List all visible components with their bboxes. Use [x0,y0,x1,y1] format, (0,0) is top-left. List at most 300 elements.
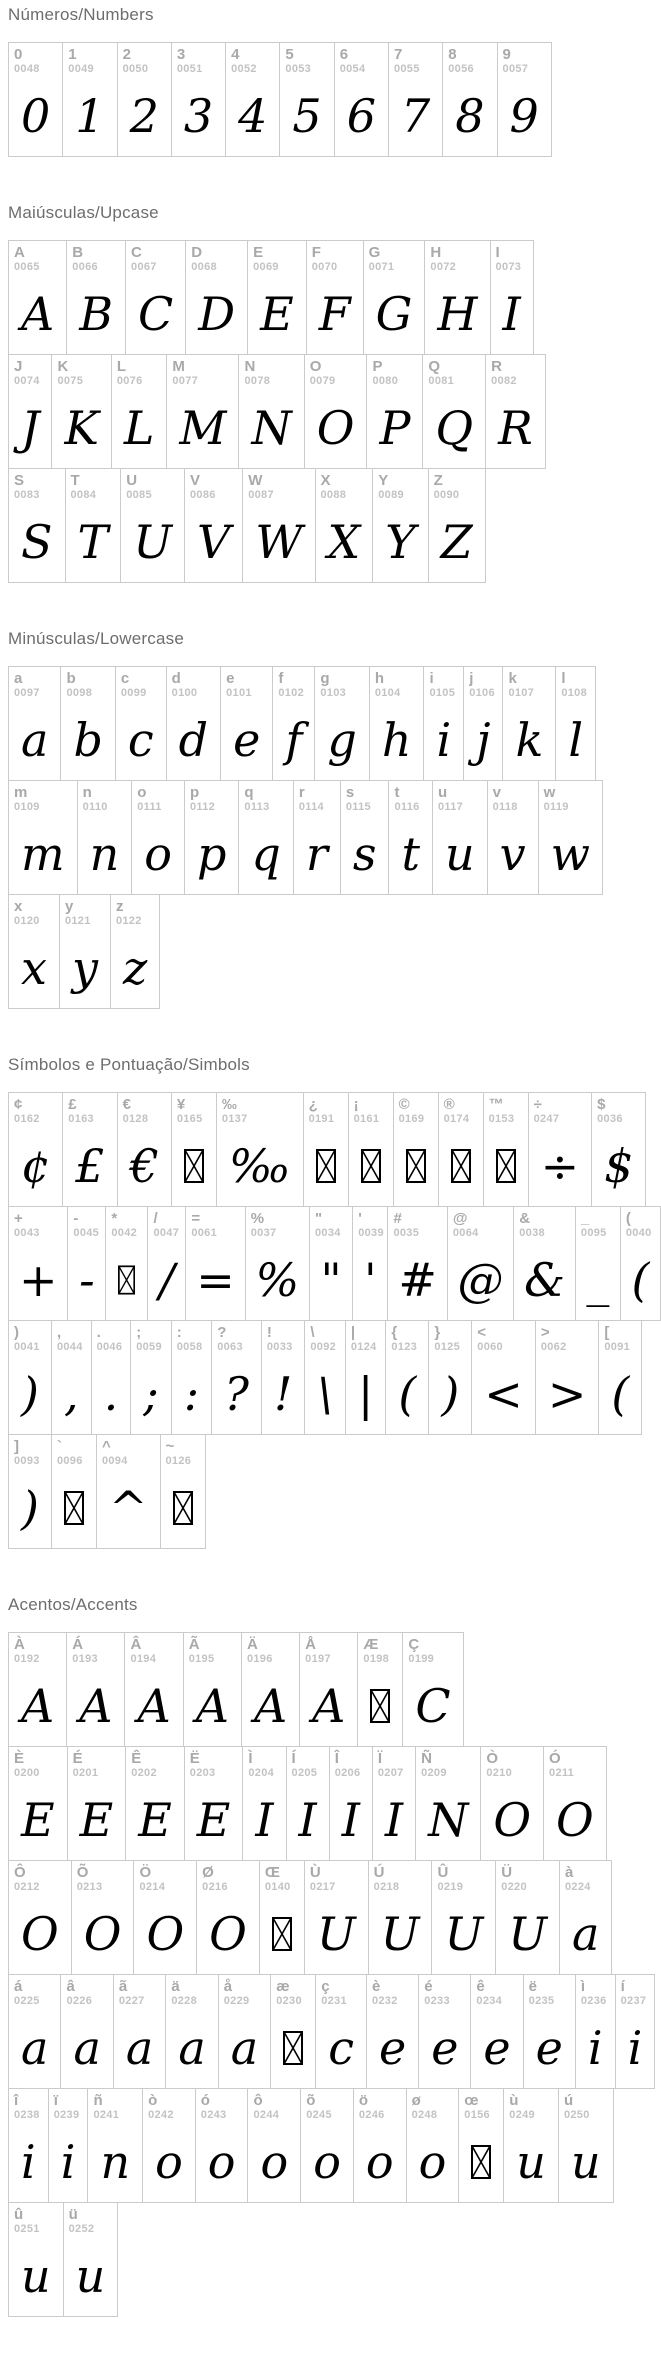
char-label: ` [56,1438,62,1455]
char-label: v [492,784,501,801]
char-cell [185,1206,245,1321]
char-cell [306,240,364,355]
char-cell-head [9,1093,62,1126]
char-cell-head [280,43,333,76]
char-glyph: V [196,515,231,569]
char-cell-head [349,1093,393,1126]
char-cell [388,780,433,895]
char-code: 0098 [66,687,93,699]
char-code: 0100 [171,687,198,699]
char-label: y [64,898,74,915]
char-cell-head [305,1861,368,1894]
char-cell-head [243,469,314,502]
char-cell [171,1092,217,1207]
char-cell-head [386,1321,428,1354]
char-code: 0220 [501,1881,527,1893]
char-label: 8 [448,46,457,63]
char-label: T [70,472,80,489]
char-cell-head [9,895,59,928]
char-code: 0162 [14,1113,40,1125]
char-cell [211,1320,262,1435]
char-code: 0250 [563,2109,590,2121]
char-cell [620,1206,661,1321]
char-cell [120,468,185,583]
char-cell-head [52,355,110,388]
char-cell [463,666,503,781]
char-code: 0226 [66,1995,93,2007]
char-glyph: u [444,827,475,881]
char-glyph: C [138,287,174,341]
char-cell-head [556,667,595,700]
char-cell-head [472,1321,535,1354]
char-cell [432,780,488,895]
char-label: 9 [502,46,511,63]
char-cell [485,354,546,469]
char-code: 0092 [310,1341,337,1353]
char-label: ( [625,1210,631,1227]
char-glyph: o [260,2135,289,2189]
char-label: * [111,1210,118,1227]
char-table [8,666,661,1009]
char-glyph: 1 [75,89,105,143]
char-label: ñ [93,2092,103,2109]
char-cell-head [63,1093,116,1126]
char-glyph [459,2122,503,2202]
char-cell-head [373,1747,415,1780]
char-code: 0126 [165,1455,192,1467]
char-cell-head [341,781,389,814]
char-cell [8,1092,63,1207]
char-cell [372,468,428,583]
char-code: 0117 [437,801,464,813]
char-cell-head [599,1321,641,1354]
char-glyph: @ [457,1253,504,1307]
char-cell-head [242,1633,299,1666]
char-cell-head [97,1435,160,1468]
char-code: 0072 [430,261,457,273]
char-glyph: : [183,1367,200,1421]
section-title: Minúsculas/Lowercase [8,629,184,648]
char-code: 0051 [176,63,203,75]
char-cell [363,240,426,355]
char-cell-head [424,667,463,700]
char-label: ; [136,1324,142,1341]
char-cell [8,1434,52,1549]
char-glyph [271,2008,315,2088]
char-code: 0209 [421,1767,447,1779]
char-cell [503,2088,559,2203]
char-glyph: u [516,2135,546,2189]
char-glyph: T [77,515,109,569]
char-glyph: " [320,1253,342,1307]
char-code: 0096 [56,1455,83,1467]
char-cell-head [364,241,425,274]
char-label: W [248,472,263,489]
char-label: Í [291,1750,296,1767]
char-glyph: e [431,2021,459,2075]
char-code: 0169 [398,1113,425,1125]
char-code: 0203 [189,1767,216,1779]
char-code: 0165 [176,1113,203,1125]
char-cell-head [459,2089,503,2122]
char-code: 0242 [148,2109,174,2121]
char-glyph: O [316,401,355,455]
char-label: : [176,1324,182,1341]
char-code: 0042 [111,1227,138,1239]
char-glyph: r [305,827,328,881]
char-glyph: v [499,827,526,881]
char-cell-head [131,1321,171,1354]
char-code: 0101 [226,687,252,699]
char-cell-head [184,1633,241,1666]
char-cell [184,468,243,583]
char-cell [393,1092,439,1207]
char-label: ì [580,1978,586,1995]
char-cell [422,354,486,469]
char-glyph: $ [604,1139,634,1193]
char-cell [598,1320,642,1435]
char-cell [575,1206,621,1321]
char-cell [535,1320,600,1435]
char-cell [8,1860,72,1975]
char-cell-head [126,1747,184,1780]
char-label: s [345,784,355,801]
char-label: Ü [501,1864,513,1881]
char-table [8,42,661,157]
char-glyph: e [483,2021,511,2075]
char-label: F [311,244,321,261]
char-code: 0251 [14,2223,40,2235]
char-label: ~ [165,1438,175,1455]
char-glyph [172,1126,216,1206]
char-cell [497,42,552,157]
char-label: Ñ [421,1750,432,1767]
char-cell [242,468,315,583]
char-code: 0089 [378,489,404,501]
char-cell-head [114,1975,165,2008]
char-code: 0087 [248,489,274,501]
char-glyph: l [568,713,584,767]
char-cell-head [9,355,51,388]
char-label: î [14,2092,19,2109]
char-code: 0243 [200,2109,227,2121]
char-glyph: 9 [509,89,539,143]
char-code: 0052 [231,63,257,75]
char-glyph: < [484,1367,523,1421]
char-glyph: ) [441,1367,460,1421]
missing-glyph-icon [451,1149,471,1183]
char-cell-head [112,355,167,388]
char-cell [423,666,464,781]
char-label: ) [14,1324,19,1341]
char-glyph: ( [631,1253,650,1307]
char-cell [314,666,369,781]
char-cell-head [239,355,303,388]
char-cell-head [305,1321,345,1354]
char-glyph: u [75,2249,106,2303]
missing-glyph-icon [64,1491,84,1525]
char-cell [304,1860,369,1975]
char-row [9,894,661,1009]
char-code: 0212 [14,1881,40,1893]
char-cell [185,240,248,355]
char-cell [195,2088,249,2203]
char-label: z [115,898,124,915]
char-code: 0045 [73,1227,100,1239]
char-cell-head [134,1861,196,1894]
char-code: 0214 [139,1881,166,1893]
char-label: 4 [231,46,240,63]
char-code: 0077 [172,375,199,387]
char-cell [77,780,133,895]
char-label: À [14,1636,25,1653]
char-cell-head [373,469,427,502]
section-title: Números/Numbers [8,5,154,24]
char-code: 0204 [248,1767,275,1779]
char-cell-head [316,1975,366,2008]
char-cell-head [354,2089,406,2122]
char-glyph: p [196,827,227,881]
char-code: 0191 [308,1113,335,1125]
char-code: 0084 [70,489,97,501]
char-cell [615,1974,656,2089]
char-cell [171,1320,213,1435]
char-cell [387,1206,447,1321]
char-cell-head [486,355,545,388]
char-code: 0065 [14,261,40,273]
char-cell-head [92,1321,131,1354]
char-cell [385,1320,429,1435]
char-row [9,354,661,469]
char-glyph: n [100,2135,131,2189]
char-label: g [320,670,330,687]
char-cell [340,780,390,895]
char-label: ¢ [14,1096,23,1113]
char-cell [369,666,425,781]
char-cell-head [539,781,602,814]
char-cell-head [448,1207,513,1240]
char-glyph: 3 [183,89,214,143]
char-cell [142,2088,196,2203]
char-label: P [372,358,383,375]
char-glyph: B [79,287,114,341]
char-cell-head [67,1633,124,1666]
char-row [9,1320,661,1435]
missing-glyph-icon [118,1263,135,1297]
char-glyph: N [251,401,292,455]
char-code: 0073 [495,261,522,273]
char-label: K [57,358,69,375]
char-cell [51,1434,97,1549]
char-code: 0104 [374,687,401,699]
char-glyph: A [21,1679,55,1733]
char-glyph: £ [75,1139,105,1193]
char-cell [559,1860,612,1975]
char-code: 0097 [14,687,40,699]
char-code: 0099 [120,687,147,699]
char-cell-head [161,1435,205,1468]
char-cell-head [544,1747,606,1780]
char-code: 0199 [408,1653,435,1665]
char-code: 0074 [14,375,40,387]
char-cell [286,1746,330,1861]
char-cell [303,1092,349,1207]
char-cell [133,1860,197,1975]
char-glyph: / [159,1253,175,1307]
char-glyph: ÷ [540,1139,580,1193]
char-cell-head [52,1435,96,1468]
char-label: Ù [309,1864,321,1881]
char-label: w [543,784,556,801]
char-cell [8,2202,64,2317]
char-code: 0217 [309,1881,336,1893]
char-glyph: x [21,941,47,995]
char-cell [117,42,172,157]
char-cell [357,1632,403,1747]
char-cell [366,1974,419,2089]
char-glyph: m [21,827,65,881]
char-cell [60,1974,113,2089]
char-glyph: # [398,1253,437,1307]
char-label: Z [433,472,443,489]
char-code: 0125 [434,1341,460,1353]
char-glyph: o [313,2135,341,2189]
char-cell [225,42,280,157]
char-label: - [73,1210,79,1227]
char-cell [220,666,273,781]
char-code: 0075 [57,375,84,387]
char-cell [352,1206,388,1321]
char-cell [424,240,490,355]
char-label: , [56,1324,62,1341]
char-cell-head [358,1633,402,1666]
char-cell [483,1092,529,1207]
char-cell [60,666,115,781]
char-code: 0229 [223,1995,250,2007]
char-cell-head [370,667,424,700]
char-label: ™ [488,1096,504,1113]
char-cell-head [433,781,487,814]
char-glyph: X [327,515,361,569]
char-label: È [14,1750,25,1767]
char-glyph: i [60,2135,76,2189]
char-glyph: E [21,1793,55,1847]
char-glyph: q [251,827,281,881]
char-glyph: G [375,287,413,341]
char-glyph: M [179,401,227,455]
char-cell-head [121,469,184,502]
missing-glyph-icon [361,1149,381,1183]
char-glyph: e [535,2021,563,2075]
char-code: 0033 [266,1341,293,1353]
char-cell [495,1860,560,1975]
char-cell-head [61,667,114,700]
char-cell-head [388,1207,446,1240]
char-cell-head [491,241,533,274]
char-cell [8,1206,68,1321]
char-code: 0246 [358,2109,385,2121]
char-code: 0109 [14,801,40,813]
char-glyph: d [178,713,209,767]
char-label: X [320,472,331,489]
char-glyph [304,1126,348,1206]
char-cell-head [186,1207,244,1240]
char-cell-head [9,469,65,502]
char-cell [259,1860,305,1975]
char-cell-head [72,1861,134,1894]
char-glyph [358,1666,402,1746]
char-code: 0137 [221,1113,248,1125]
char-code: 0050 [122,63,149,75]
char-cell [402,1632,463,1747]
char-code: 0205 [291,1767,318,1779]
char-cell-head [239,781,292,814]
char-cell [110,894,160,1009]
char-glyph: h [381,713,412,767]
char-label: á [14,1978,23,1995]
char-cell-head [592,1093,645,1126]
char-cell [345,1320,387,1435]
char-label: Ò [486,1750,498,1767]
char-table [8,1092,661,1549]
char-cell [184,1746,244,1861]
char-glyph: a [21,2021,49,2075]
char-glyph: o [144,827,172,881]
char-glyph: > [547,1367,587,1421]
char-glyph [161,1468,205,1548]
char-cell [315,1974,367,2089]
char-cell-head [118,1093,171,1126]
char-code: 0153 [488,1113,515,1125]
char-code: 0116 [394,801,420,813]
char-row [9,1746,661,1861]
char-label: k [508,670,517,687]
char-cell [299,1632,358,1747]
char-cell-head [416,1747,480,1780]
char-code: 0068 [191,261,217,273]
char-code: 0115 [345,801,371,813]
char-cell [48,2088,89,2203]
char-glyph: a [73,2021,101,2075]
char-cell [558,2088,614,2203]
char-label: i [429,670,434,687]
char-glyph: a [230,2021,259,2075]
char-label: M [172,358,185,375]
char-cell-head [367,355,422,388]
char-cell [166,354,239,469]
char-cell [513,1206,576,1321]
char-cell-head [9,781,77,814]
char-label: j [469,670,474,687]
char-glyph: ‰ [228,1139,291,1193]
char-label: @ [452,1210,468,1227]
char-cell [113,1974,166,2089]
char-glyph: e [233,713,261,767]
char-cell [125,240,186,355]
char-cell-head [439,1093,483,1126]
char-label: ? [217,1324,227,1341]
char-cell-head [498,43,551,76]
char-cell-head [9,1633,66,1666]
char-glyph: A [79,1679,113,1733]
char-glyph: C [415,1679,451,1733]
char-glyph: E [79,1793,114,1847]
char-cell-head [167,667,220,700]
char-cell [348,1092,394,1207]
char-code: 0252 [68,2223,95,2235]
char-cell-head [111,895,159,928]
char-cell-head [9,1207,67,1240]
